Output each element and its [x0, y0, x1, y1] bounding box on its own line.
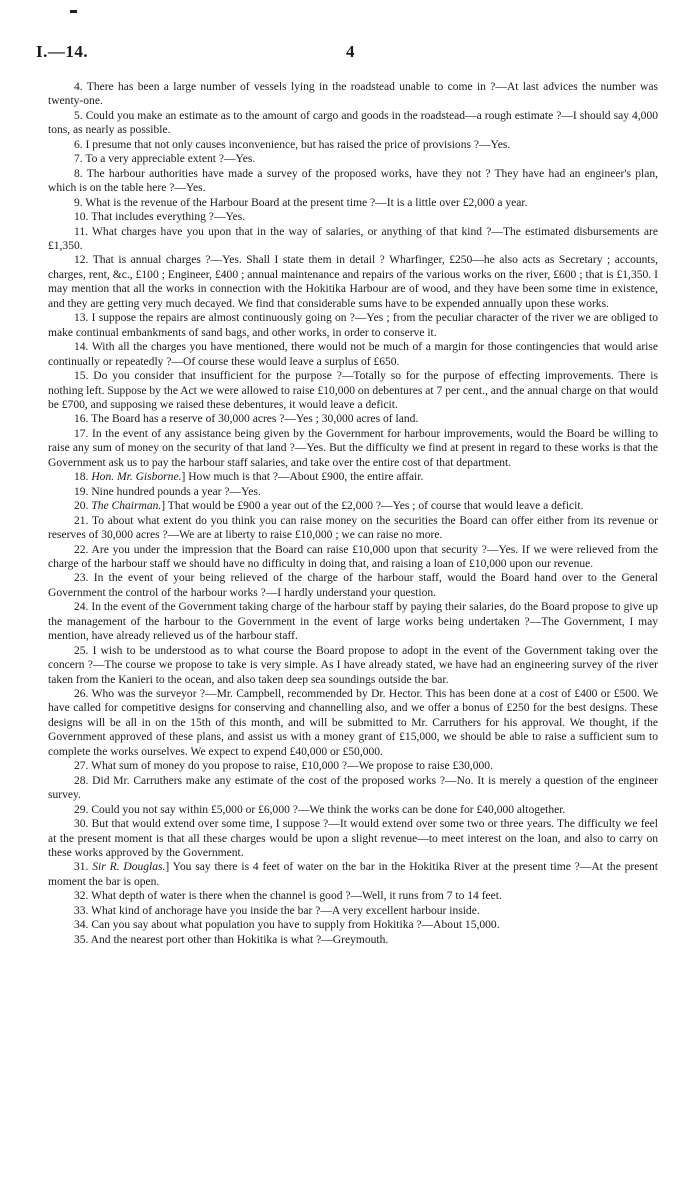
question-paragraph: 34. Can you say about what population you have to supply from Hokitika ?—About 15,000. — [74, 919, 500, 932]
question-paragraph: 23. In the event of your being relieved of the charge of the harbour staff, would the Board hand over to the General Government the control of the harbour works ?—I hardly understand your question. — [48, 572, 658, 599]
question-paragraph: 8. The harbour authorities have made a survey of the proposed works, have they not ? They have had an engineer's plan, which is on the table here ?—Yes. — [48, 167, 658, 195]
question-paragraph: 31. Sir R. Douglas.] You say there is 4 feet of water on the bar in the Hokitika River at the present time ?—At the present moment the bar is open. — [48, 861, 659, 888]
question-paragraph: 33. What kind of anchorage have you inside the bar ?—A very excellent harbour inside. — [74, 904, 480, 917]
question-paragraph: 22. Are you under the impression that the Board can raise £10,000 upon that security ?—Yes. If we were relieved from the charge of the harbour staff we should have no difficulty in doing that, and raising a loan of £10,000 upon our revenue. — [48, 543, 658, 570]
question-paragraph: 13. I suppose the repairs are almost continuously going on ?—Yes ; from the peculiar character of the river we are obliged to make continual embankments of sand bags, and other works, in order to conserve it. — [48, 312, 658, 339]
question-paragraph: 26. Who was the surveyor ?—Mr. Campbell, recommended by Dr. Hector. This has been done at a cost of £400 or £500. We have called for competitive designs for conserving and channelling also, and we offer a bonus of £250 for the best designs. These designs will be all in on the 15th of this month, and will be submitted to Mr. Carruthers for his approval. We thought, if the Government approved of these plans, and assist us with a money grant of £15,000, we should be able to raise a sufficient sum to complete the works ourselves. We expect to expend £40,000 or £50,000. — [48, 688, 658, 758]
question-paragraph: 12. That is annual charges ?—Yes. Shall I state them in detail ? Wharfinger, £250—he also acts as Secretary ; accounts, charges, rent, &c., £100 ; Engineer, £400 ; annual maintenance and repairs of the various works on the river, £600 ; that is £1,350. I may mention that all the works in connection with the Hokitika Harbour are of wood, and they have been some time in existence, and they are getting very much decayed. We find that considerable sums have to be expended annually upon these works. — [48, 254, 658, 310]
question-paragraph: 15. Do you consider that insufficient for the purpose ?—Totally so for the purpose of effecting improvements. There is nothing left. Suppose by the Act we were allowed to raise £10,000 on debentures at 7 per cent., and the annual charge on that would be £700, and supposing we raised these debentures, it would leave a deficit. — [48, 370, 658, 411]
question-paragraph: 10. That includes everything ?—Yes. — [74, 211, 246, 224]
question-paragraph: 27. What sum of money do you propose to raise, £10,000 ?—We propose to raise £30,000. — [74, 760, 493, 773]
question-paragraph: 21. To about what extent do you think you can raise money on the securities the Board can offer either from its revenue or reserves of 30,000 acres ?—We are at liberty to raise £10,000 ; we can raise no more. — [48, 514, 658, 542]
question-paragraph: 4. There has been a large number of vessels lying in the roadstead unable to come in ?—At last advices the number was twenty-one. — [48, 81, 658, 108]
speaker-name: The Chairman. — [91, 500, 162, 513]
question-paragraph: 6. I presume that not only causes inconvenience, but has raised the price of provisions ?—Yes. — [74, 138, 511, 151]
question-paragraph: 7. To a very appreciable extent ?—Yes. — [74, 153, 256, 166]
question-paragraph: 17. In the event of any assistance being given by the Government for harbour improvements, would the Board be willing to raise any sum of money on the security of that land ?—Yes. But the difficulty we find at present in regard to these works is that the Government ask us to pay the harbour staff salaries, and take over the entire cost of that department. — [48, 427, 658, 469]
question-paragraph: 5. Could you make an estimate as to the amount of cargo and goods in the roadstead—a rough estimate ?—I should say 4,000 tons, as nearly as possible. — [48, 109, 658, 137]
testimony-text — [48, 80, 658, 947]
question-paragraph: 35. And the nearest port other than Hokitika is what ?—Greymouth. — [74, 933, 389, 946]
question-paragraph: 25. I wish to be understood as to what course the Board propose to adopt in the event of the Government taking over the concern ?—The course we propose to take is very simple. As I have already stated, we have had an engineering survey of the river taken from the Kanieri to the ocean, and also taken deep sea soundings outside the bar. — [48, 644, 658, 686]
question-paragraph: 19. Nine hundred pounds a year ?—Yes. — [74, 485, 261, 498]
question-paragraph: 30. But that would extend over some time, I suppose ?—It would extend over some two or three years. The difficulty we feel at the present moment is that all these charges would be upon a slight revenue—to meet interest on the loan, and also to carry on these works approved by the Government. — [48, 818, 658, 860]
question-paragraph: 11. What charges have you upon that in the way of salaries, or anything of that kind ?—The estimated disbursements are £1,350. — [48, 225, 658, 252]
speaker-name: Sir R. Douglas. — [92, 861, 166, 874]
page-number: 4 — [346, 42, 355, 61]
question-paragraph: 18. Hon. Mr. Gisborne.] How much is that ?—About £900, the entire affair. — [74, 471, 424, 484]
question-paragraph: 29. Could you not say within £5,000 or £6,000 ?—We think the works can be done for £40,000 altogether. — [74, 803, 566, 816]
question-paragraph: 28. Did Mr. Carruthers make any estimate of the cost of the proposed works ?—No. It is merely a question of the engineer survey. — [48, 774, 658, 802]
question-paragraph: 9. What is the revenue of the Harbour Board at the present time ?—It is a little over £2,000 a year. — [74, 196, 528, 209]
question-paragraph: 20. The Chairman.] That would be £900 a year out of the £2,000 ?—Yes ; of course that would leave a deficit. — [74, 500, 584, 513]
margin-mark — [70, 10, 77, 13]
page-header — [36, 42, 664, 66]
question-paragraph: 32. What depth of water is there when the channel is good ?—Well, it runs from 7 to 14 feet. — [74, 890, 502, 903]
speaker-name: Hon. Mr. Gisborne. — [91, 471, 182, 484]
question-paragraph: 16. The Board has a reserve of 30,000 acres ?—Yes ; 30,000 acres of land. — [74, 413, 419, 426]
question-paragraph: 24. In the event of the Government taking charge of the harbour staff by paying their salaries, do the Board propose to give up the management of the harbour to the Government in the event of large works being undertaken ?—The Government, I may mention, have already relieved us of the harbour staff. — [48, 601, 658, 643]
question-paragraph: 14. With all the charges you have mentioned, there would not be much of a margin for those contingencies that would arise continually or repeatedly ?—Of course these would leave a surplus of £650. — [48, 341, 658, 368]
document-id: I.—14. — [36, 42, 89, 61]
